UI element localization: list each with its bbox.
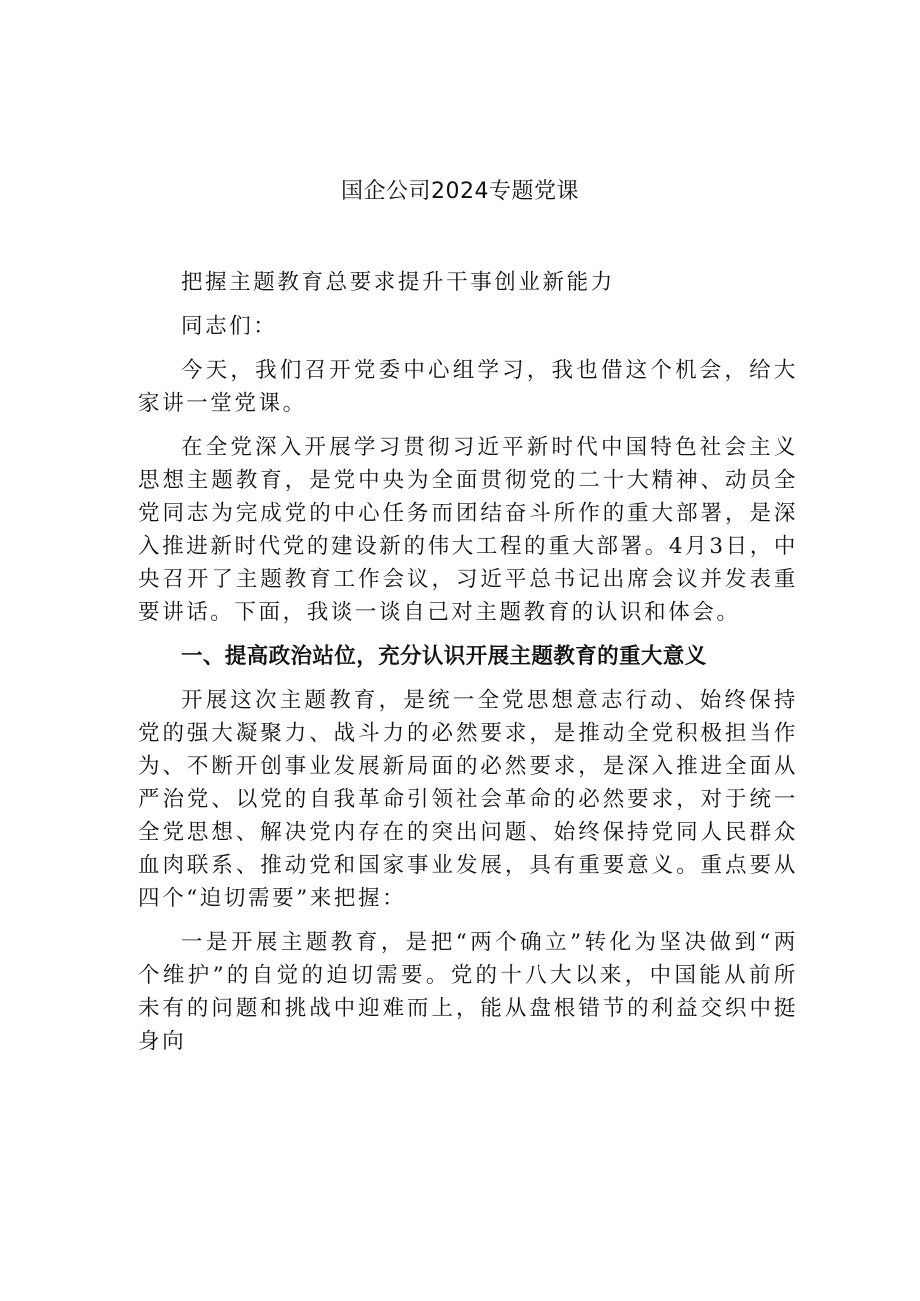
subtitle-paragraph: 把握主题教育总要求提升干事创业新能力 [181,270,615,295]
document-body [138,266,798,1069]
body-paragraph: 开展这次主题教育，是统一全党思想意志行动、始终保持党的强大凝聚力、战斗力的必然要求，是推动全党积极担当作为、不断开创事业发展新局面的必然要求，是深入推进全面从严治党、以党的自我革命引领社会革命的必然要求，对于统一全党思想、解决党内存在的突出问题、始终保持党同人民群众血肉联系、推动党和国家事业发展，具有重要意义。重点要从四个“迫切需要”来把握： [138,688,798,911]
body-paragraph: 今天，我们召开党委中心组学习，我也借这个机会，给大家讲一堂党课。 [138,358,798,416]
section-heading: 一、提高政治站位，充分认识开展主题教育的重大意义 [181,644,707,669]
body-paragraph: 在全党深入开展学习贯彻习近平新时代中国特色社会主义思想主题教育，是党中央为全面贯彻党的二十大精神、动员全党同志为完成党的中心任务而团结奋斗所作的重大部署，是深入推进新时代党的建设新的伟大工程的重大部署。4月3日，中央召开了主题教育工作会议，习近平总书记出席会议并发表重要讲话。下面，我谈一谈自己对主题教育的认识和体会。 [138,435,798,625]
body-paragraph: 一是开展主题教育，是把“两个确立”转化为坚决做到“两个维护”的自觉的迫切需要。党的十八大以来，中国能从前所未有的问题和挑战中迎难而上，能从盘根错节的利益交织中挺身向 [138,930,798,1054]
document-title: 国企公司2024专题党课 [341,179,579,204]
salutation-paragraph: 同志们： [181,314,278,339]
